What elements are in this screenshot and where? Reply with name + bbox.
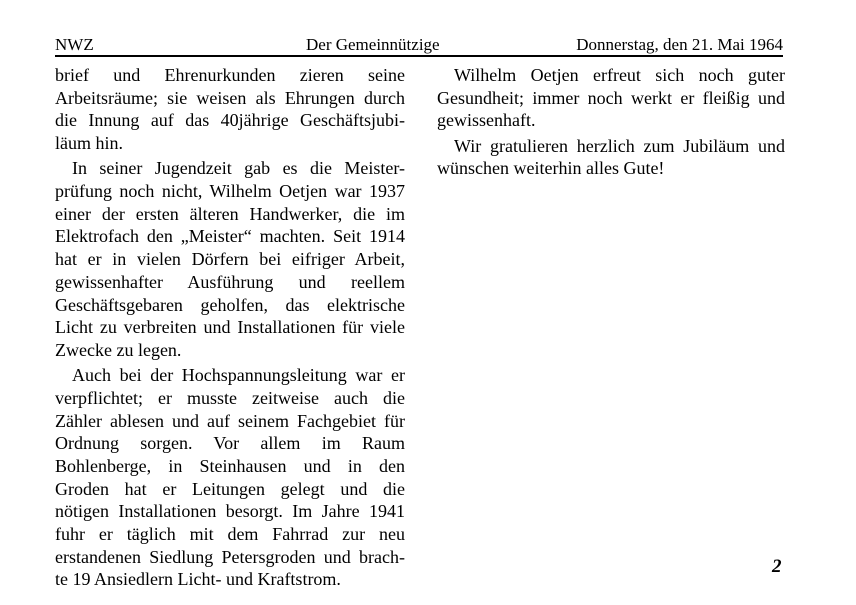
text-line: Licht zu verbreiten und Installationen für viele [55, 317, 405, 338]
text-line: Wilhelm Oetjen erfreut sich noch guter [454, 65, 785, 85]
text-line: Elektrofach den „Meister“ machten. Seit 1914 [55, 226, 405, 247]
text-line: gewissenhaft. [437, 110, 536, 131]
text-line: verpflichtet; er musste zeitweise auch die [55, 387, 405, 408]
text-line: läum hin. [55, 133, 123, 154]
header-publication: NWZ [55, 35, 94, 54]
text-line: hat er in vielen Dörfern bei eifriger Arbeit, [55, 249, 405, 270]
text-line: Geschäftsgebaren geholfen, das elektrische [55, 294, 405, 315]
right-column [437, 64, 785, 183]
page-number: 2 [772, 556, 782, 577]
paragraph [55, 364, 405, 591]
text-line: Gesundheit; immer noch werkt er fleißig und [437, 87, 785, 108]
text-line: prüfung noch nicht, Wilhelm Oetjen war 1937 [55, 181, 405, 202]
text-line: Arbeitsräume; sie weisen als Ehrungen durch [55, 87, 405, 108]
header-date: Donnerstag, den 21. Mai 1964 [576, 35, 783, 54]
text-line: fuhr er täglich mit dem Fahrrad zur neu [55, 524, 405, 545]
text-line: brief und Ehrenurkunden zieren seine [55, 65, 405, 85]
paragraph [55, 157, 405, 361]
paragraph [55, 64, 405, 155]
page-header [55, 36, 783, 57]
text-line: Ordnung sorgen. Vor allem im Raum [55, 433, 405, 454]
text-line: nötigen Installationen besorgt. Im Jahre 1941 [55, 501, 405, 522]
text-line: gewissenhafter Ausführung und reellem [55, 271, 405, 292]
paragraph [437, 135, 785, 180]
text-line: Bohlenberge, in Steinhausen und in den [55, 455, 405, 476]
text-line: Auch bei der Hochspannungsleitung war er [72, 365, 405, 386]
text-line: In seiner Jugendzeit gab es die Meister- [72, 158, 405, 179]
header-title: Der Gemeinnützige [306, 35, 440, 54]
text-line: Zwecke zu legen. [55, 339, 182, 360]
paragraph [437, 64, 785, 132]
text-line: te 19 Ansiedlern Licht- und Kraftstrom. [55, 569, 341, 590]
text-line: einer der ersten älteren Handwerker, die im [55, 203, 405, 224]
left-column [55, 64, 405, 594]
text-line: Zähler ablesen und auf seinem Fachgebiet für [55, 410, 405, 431]
text-line: Groden hat er Leitungen gelegt und die [55, 478, 405, 499]
text-line: die Innung auf das 40jährige Geschäftsjubi- [55, 110, 405, 131]
text-line: wünschen weiterhin alles Gute! [437, 158, 665, 179]
text-line: Wir gratulieren herzlich zum Jubiläum und [454, 135, 785, 156]
text-line: erstandenen Siedlung Petersgroden und brach- [55, 546, 405, 567]
